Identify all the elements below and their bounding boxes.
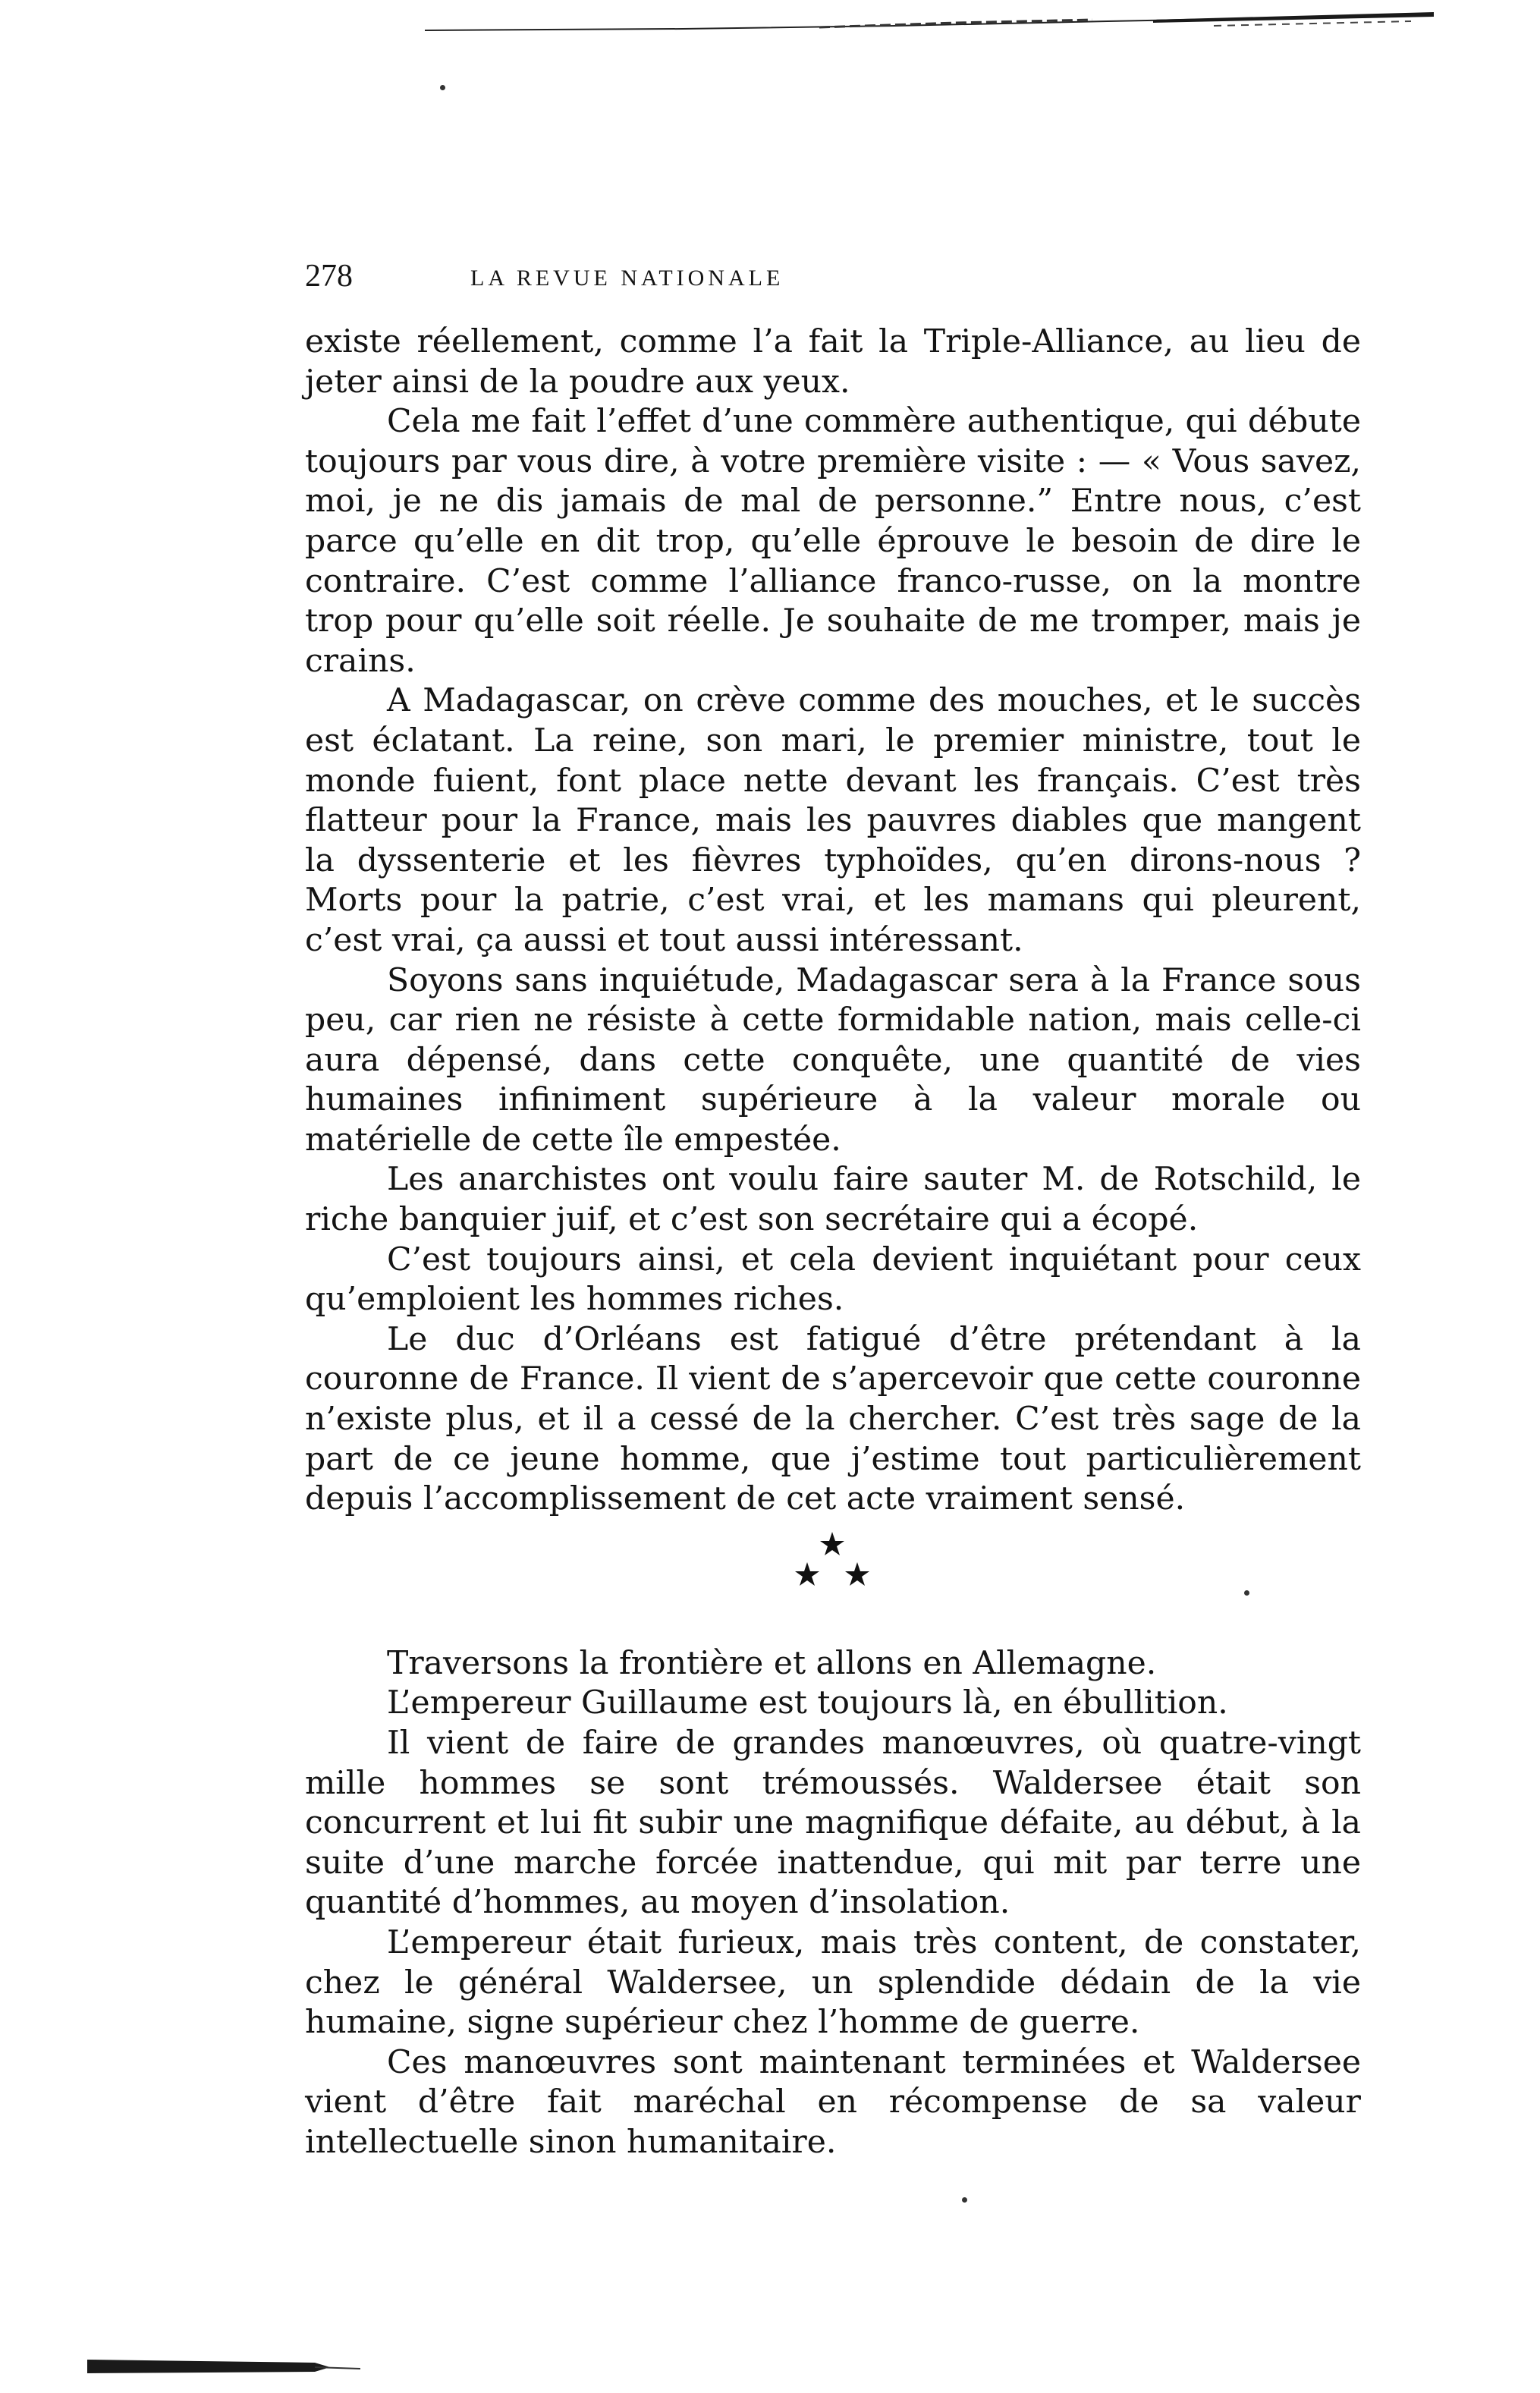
paragraph: Cela me fait l’effet d’une commère authentique, qui débute toujours par vous dire, à votre première visite : — « Vous savez, moi, je ne dis jamais de mal de personne.” Entre nous, c’est parce qu’elle en dit trop, qu’elle éprouve le besoin de dire le contraire. C’est comme l’alliance franco-russe, on la montre trop pour qu’elle soit réelle. Je souhaite de me tromper, mais je crains. [305,403,1361,680]
paragraph: existe réellement, comme l’a fait la Triple-Alliance, au lieu de jeter ainsi de la poudre aux yeux. [305,323,1361,401]
paragraph: C’est toujours ainsi, et cela devient inquiétant pour ceux qu’emploient les hommes riches. [305,1241,1361,1319]
print-speck [440,85,445,90]
paragraph: L’empereur Guillaume est toujours là, en ébullition. [387,1684,1228,1722]
asterism-ornament [790,1530,874,1591]
paragraph: A Madagascar, on crève comme des mouches, et le succès est éclatant. La reine, son mari, le premier ministre, tout le monde fuient, font place nette devant les français. C’est très flatteur pour la France, mais les pauvres diables que mangent la dyssenterie et les fièvres typhoïdes, qu’en dirons-nous ? Morts pour la patrie, c’est vrai, et les mamans qui pleurent, c’est vrai, ça aussi et tout aussi intéressant. [305,682,1361,959]
paragraph: Traversons la frontière et allons en Allemagne. [387,1644,1157,1682]
print-speck [962,2197,967,2203]
paragraph: L’empereur était furieux, mais très content, de constater, chez le général Waldersee, un splendide dédain de la vie humaine, signe supérieur chez l’homme de guerre. [305,1923,1361,2042]
print-speck [1244,1590,1249,1596]
paragraph: Les anarchistes ont voulu faire sauter M. de Rotschild, le riche banquier juif, et c’est son secrétaire qui a écopé. [305,1161,1361,1239]
page-number: 278 [305,259,353,294]
running-head-title: LA REVUE NATIONALE [470,266,784,291]
section-separator [305,1520,1361,1644]
paragraph: Le duc d’Orléans est fatigué d’être prétendant à la couronne de France. Il vient de s’apercevoir que cette couronne n’existe plus, et il a cessé de la chercher. C’est très sage de la part de ce jeune homme, que j’estime tout particulièrement depuis l’accomplissement de cet acte vraiment sensé. [305,1320,1361,1518]
bottom-border-rule [87,2357,360,2376]
paragraph: Soyons sans inquiétude, Madagascar sera à la France sous peu, car rien ne résiste à cette formidable nation, mais celle-ci aura dépensé, dans cette conquête, une quantité de vies humaines infiniment supérieure à la valeur morale ou matérielle de cette île empestée. [305,961,1361,1159]
text-column [305,322,1361,2163]
top-border-rule [425,11,1434,36]
paragraph: Il vient de faire de grandes manœuvres, où quatre-vingt mille hommes se sont trémoussés. Waldersee était son concurrent et lui fit subir une magnifique défaite, au début, à la suite d’une marche forcée inattendue, qui mit par terre une quantité d’hommes, au moyen d’insolation. [305,1725,1361,1922]
paragraph: Ces manœuvres sont maintenant terminées et Waldersee vient d’être fait maréchal en récompense de sa valeur intellectuelle sinon humanitaire. [305,2043,1361,2161]
